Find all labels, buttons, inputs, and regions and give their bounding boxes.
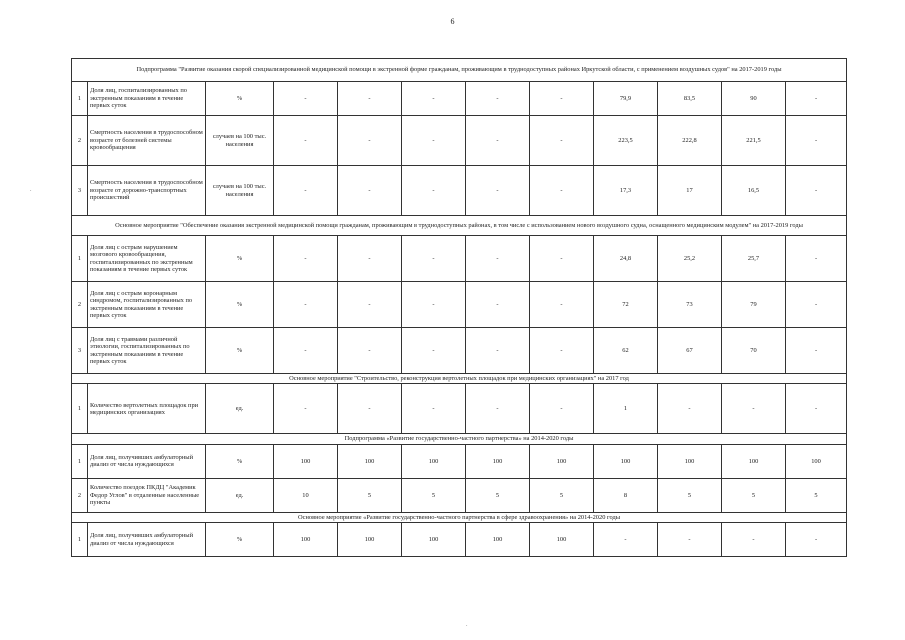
unit-cell: ед. — [206, 384, 274, 434]
table-row — [72, 82, 847, 116]
value-cell: 100 — [466, 523, 530, 557]
value-cell: - — [786, 116, 847, 166]
value-cell: 100 — [402, 523, 466, 557]
table-row — [72, 282, 847, 328]
value-cell: - — [338, 282, 402, 328]
value-cell: - — [402, 236, 466, 282]
table-row — [72, 384, 847, 434]
value-cell: - — [402, 328, 466, 374]
value-cell: 67 — [658, 328, 722, 374]
unit-cell: % — [206, 82, 274, 116]
value-cell: - — [402, 384, 466, 434]
value-cell: 5 — [466, 478, 530, 512]
value-cell: 90 — [722, 82, 786, 116]
value-cell: 100 — [530, 523, 594, 557]
value-cell: - — [338, 166, 402, 216]
unit-cell: ед. — [206, 478, 274, 512]
value-cell: - — [530, 166, 594, 216]
indicator-name: Доля лиц, получивших амбулаторный диализ от числа нуждающихся — [88, 444, 206, 478]
row-number: 2 — [72, 282, 88, 328]
indicators-table — [71, 58, 847, 557]
value-cell: - — [530, 236, 594, 282]
value-cell: 100 — [402, 444, 466, 478]
value-cell: - — [786, 82, 847, 116]
value-cell: 100 — [722, 444, 786, 478]
value-cell: - — [466, 166, 530, 216]
section-heading: Основное мероприятие "Строительство, реконструкция вертолетных площадок при медицинских организациях" на 2017 год — [72, 374, 847, 384]
indicator-name: Количество вертолетных площадок при медицинских организациях — [88, 384, 206, 434]
margin-dot: . — [30, 187, 32, 193]
value-cell: - — [466, 282, 530, 328]
row-number: 1 — [72, 444, 88, 478]
indicator-name: Доля лиц с травмами различной этиологии, госпитализированных по экстренным показаниям в течение первых суток — [88, 328, 206, 374]
unit-cell: % — [206, 444, 274, 478]
value-cell: - — [466, 82, 530, 116]
value-cell: - — [530, 384, 594, 434]
indicator-name: Доля лиц, получивших амбулаторный диализ от числа нуждающихся — [88, 523, 206, 557]
table-row — [72, 166, 847, 216]
value-cell: 5 — [530, 478, 594, 512]
section-heading: Основное мероприятие "Обеспечение оказания экстренной медицинской помощи гражданам, проживающим в труднодоступных районах, в том числе с использованием нового воздушного судна, оснащенного медицинским модулем" на 2017-2019 годы — [72, 216, 847, 236]
unit-cell: случаев на 100 тыс. населения — [206, 166, 274, 216]
table-row — [72, 328, 847, 374]
value-cell: 5 — [658, 478, 722, 512]
section-heading-row — [72, 374, 847, 384]
value-cell: 5 — [786, 478, 847, 512]
value-cell: - — [786, 166, 847, 216]
indicator-name: Доля лиц с острым коронарным синдромом, госпитализированных по экстренным показаниям в течение первых суток — [88, 282, 206, 328]
value-cell: - — [530, 82, 594, 116]
value-cell: 1 — [594, 384, 658, 434]
value-cell: - — [786, 523, 847, 557]
value-cell: - — [466, 116, 530, 166]
value-cell: 73 — [658, 282, 722, 328]
value-cell: - — [402, 82, 466, 116]
value-cell: 222,8 — [658, 116, 722, 166]
value-cell: 100 — [466, 444, 530, 478]
section-heading-row — [72, 59, 847, 82]
section-heading-row — [72, 216, 847, 236]
row-number: 1 — [72, 384, 88, 434]
value-cell: 8 — [594, 478, 658, 512]
section-heading: Подпрограмма "Развитие оказания скорой специализированной медицинской помощи в экстренной форме гражданам, проживающим в труднодоступных районах Иркутской области, с применением воздушных судов" на 2017-2019 годы — [72, 59, 847, 82]
indicator-name: Доля лиц с острым нарушением мозгового кровообращения, госпитализированных по экстренным показаниям в течение первых суток — [88, 236, 206, 282]
value-cell: - — [338, 384, 402, 434]
value-cell: 16,5 — [722, 166, 786, 216]
value-cell: - — [274, 116, 338, 166]
value-cell: - — [786, 328, 847, 374]
value-cell: - — [274, 166, 338, 216]
table-row — [72, 478, 847, 512]
value-cell: 5 — [402, 478, 466, 512]
value-cell: - — [466, 236, 530, 282]
value-cell: - — [530, 116, 594, 166]
value-cell: 5 — [338, 478, 402, 512]
value-cell: 221,5 — [722, 116, 786, 166]
value-cell: 25,7 — [722, 236, 786, 282]
value-cell: 70 — [722, 328, 786, 374]
section-heading-row — [72, 512, 847, 522]
row-number: 2 — [72, 478, 88, 512]
value-cell: - — [274, 236, 338, 282]
row-number: 1 — [72, 82, 88, 116]
unit-cell: % — [206, 523, 274, 557]
table-row — [72, 116, 847, 166]
unit-cell: % — [206, 236, 274, 282]
value-cell: 25,2 — [658, 236, 722, 282]
value-cell: - — [594, 523, 658, 557]
value-cell: 17,3 — [594, 166, 658, 216]
value-cell: - — [338, 328, 402, 374]
value-cell: 100 — [658, 444, 722, 478]
page-number: 6 — [450, 17, 455, 26]
value-cell: 10 — [274, 478, 338, 512]
value-cell: 79,9 — [594, 82, 658, 116]
indicator-name: Смертность населения в трудоспособном возрасте от болезней системы кровообращения — [88, 116, 206, 166]
value-cell: - — [658, 384, 722, 434]
row-number: 1 — [72, 236, 88, 282]
value-cell: 72 — [594, 282, 658, 328]
value-cell: - — [274, 384, 338, 434]
value-cell: 83,5 — [658, 82, 722, 116]
section-heading: Основное мероприятие «Развитие государственно-частного партнерства в сфере здравоохранения» на 2014-2020 годы — [72, 512, 847, 522]
value-cell: - — [722, 523, 786, 557]
value-cell: 100 — [338, 444, 402, 478]
value-cell: - — [786, 236, 847, 282]
table-row — [72, 444, 847, 478]
value-cell: - — [402, 282, 466, 328]
value-cell: - — [530, 328, 594, 374]
unit-cell: случаев на 100 тыс. населения — [206, 116, 274, 166]
value-cell: 17 — [658, 166, 722, 216]
value-cell: - — [274, 282, 338, 328]
value-cell: 5 — [722, 478, 786, 512]
value-cell: - — [466, 328, 530, 374]
row-number: 2 — [72, 116, 88, 166]
value-cell: 100 — [594, 444, 658, 478]
value-cell: - — [274, 328, 338, 374]
value-cell: 100 — [338, 523, 402, 557]
value-cell: - — [658, 523, 722, 557]
value-cell: - — [338, 116, 402, 166]
value-cell: 100 — [274, 523, 338, 557]
table-row — [72, 236, 847, 282]
value-cell: - — [786, 282, 847, 328]
value-cell: - — [402, 166, 466, 216]
value-cell: - — [466, 384, 530, 434]
indicator-name: Количество поездок ПКДЦ "Академик Федор Углов" в отдаленные населенные пункты — [88, 478, 206, 512]
value-cell: - — [338, 236, 402, 282]
value-cell: - — [786, 384, 847, 434]
value-cell: 24,8 — [594, 236, 658, 282]
value-cell: - — [722, 384, 786, 434]
row-number: 1 — [72, 523, 88, 557]
value-cell: - — [274, 82, 338, 116]
unit-cell: % — [206, 282, 274, 328]
unit-cell: % — [206, 328, 274, 374]
value-cell: 62 — [594, 328, 658, 374]
value-cell: 100 — [530, 444, 594, 478]
value-cell: - — [402, 116, 466, 166]
section-heading-row — [72, 434, 847, 444]
margin-dot: . — [466, 622, 468, 628]
value-cell: - — [530, 282, 594, 328]
indicator-name: Доля лиц, госпитализированных по экстренным показаниям в течение первых суток — [88, 82, 206, 116]
row-number: 3 — [72, 166, 88, 216]
value-cell: 100 — [274, 444, 338, 478]
value-cell: 100 — [786, 444, 847, 478]
table-row — [72, 523, 847, 557]
value-cell: - — [338, 82, 402, 116]
section-heading: Подпрограмма «Развитие государственно-частного партнерства» на 2014-2020 годы — [72, 434, 847, 444]
value-cell: 223,5 — [594, 116, 658, 166]
indicator-name: Смертность населения в трудоспособном возрасте от дорожно-транспортных происшествий — [88, 166, 206, 216]
value-cell: 79 — [722, 282, 786, 328]
row-number: 3 — [72, 328, 88, 374]
